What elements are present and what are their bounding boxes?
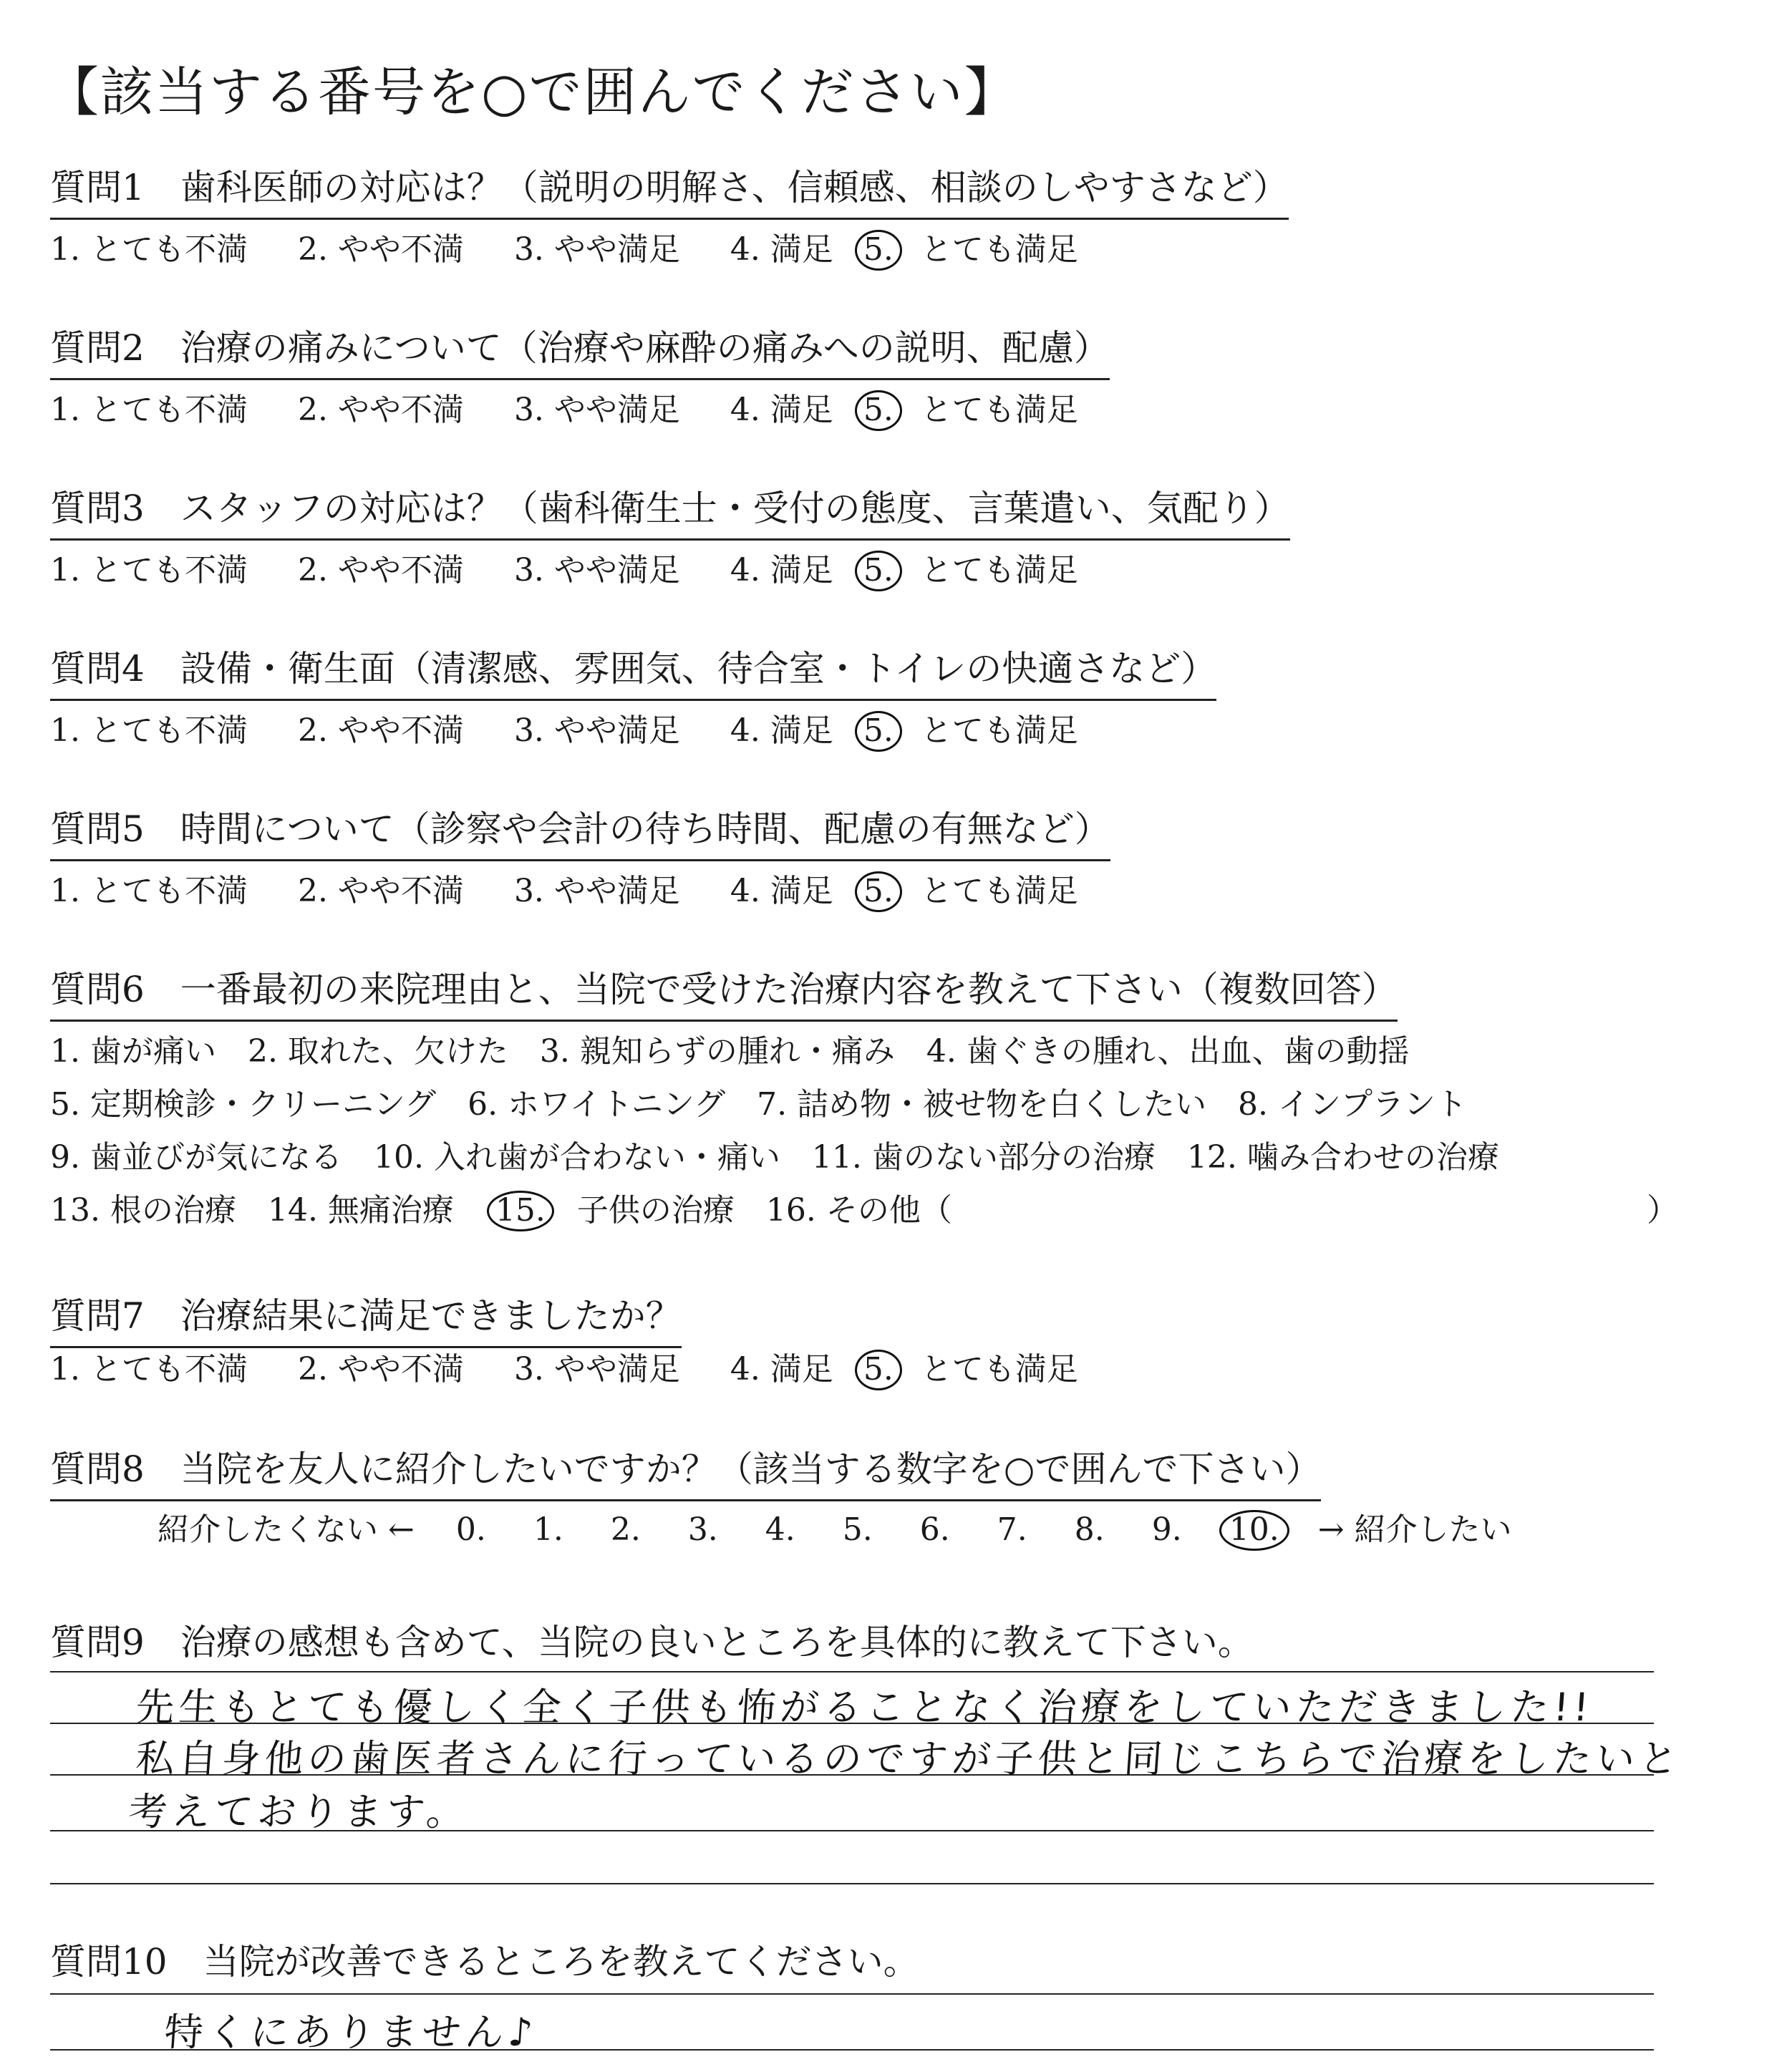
q10-title: 質問10 当院が改善できるところを教えてください。: [50, 1941, 919, 1983]
q6-other-close: ）: [1647, 1192, 1678, 1229]
q1-options: [50, 223, 1078, 269]
q6-options-row3[interactable]: 9. 歯並びが気になる 10. 入れ歯が合わない・痛い 11. 歯のない部分の治療 12. 噛み合わせの治療: [50, 1139, 1499, 1176]
q1-option-2[interactable]: 2. やや不満: [297, 231, 464, 268]
q9-answer-text-1[interactable]: 先生もとても優しく全く子供も怖がることなく治療をしていただきました!!: [134, 1685, 1595, 1730]
q2-option-1[interactable]: 1. とても不満: [50, 392, 248, 428]
q1-option-5-selected[interactable]: 5.: [863, 231, 894, 268]
q3-option-3[interactable]: 3. やや満足: [513, 552, 680, 589]
q9-answer-line-1: [50, 1671, 1654, 1672]
q4-option-1[interactable]: 1. とても不満: [50, 712, 248, 749]
q5-option-1[interactable]: 1. とても不満: [50, 873, 248, 909]
q8-option-2[interactable]: 2.: [610, 1511, 641, 1548]
q5-title: 質問5 時間について（診察や会計の待ち時間、配慮の有無など）: [50, 800, 1110, 861]
q7-option-3[interactable]: 3. やや満足: [513, 1351, 680, 1388]
q8-option-8[interactable]: 8.: [1074, 1511, 1105, 1548]
q2-option-2[interactable]: 2. やや不満: [297, 392, 464, 428]
q1-option-1[interactable]: 1. とても不満: [50, 231, 248, 268]
q4-title: 質問4 設備・衛生面（清潔感、雰囲気、待合室・トイレの快適さなど）: [50, 640, 1216, 701]
q4-option-2[interactable]: 2. やや不満: [297, 712, 464, 749]
q3-option-5-label: とても満足: [920, 552, 1078, 589]
q3-option-2[interactable]: 2. やや不満: [297, 552, 464, 589]
q2-option-5-selected[interactable]: 5.: [863, 392, 894, 428]
q2-option-3[interactable]: 3. やや満足: [513, 392, 680, 428]
q7-title: 質問7 治療結果に満足できましたか？: [50, 1287, 682, 1348]
q6-options-13-14[interactable]: 13. 根の治療 14. 無痛治療: [50, 1192, 454, 1229]
q8-scale: [158, 1504, 1549, 1549]
q7-option-2[interactable]: 2. やや不満: [297, 1351, 464, 1388]
q4-option-5-label: とても満足: [920, 712, 1078, 749]
q7-option-1[interactable]: 1. とても不満: [50, 1351, 248, 1388]
q7-option-4[interactable]: 4. 満足: [730, 1351, 833, 1388]
q6-option-15-selected[interactable]: 15.: [495, 1192, 546, 1229]
q1-option-3[interactable]: 3. やや満足: [513, 231, 680, 268]
q7-option-5-selected[interactable]: 5.: [863, 1351, 894, 1388]
q1-option-5-label: とても満足: [920, 231, 1078, 268]
q5-options: [50, 865, 1078, 911]
q6-title: 質問6 一番最初の来院理由と、当院で受けた治療内容を教えて下さい（複数回答）: [50, 961, 1398, 1022]
q8-option-6[interactable]: 6.: [919, 1511, 950, 1548]
q5-option-4[interactable]: 4. 満足: [730, 873, 833, 909]
q8-option-0[interactable]: 0.: [455, 1511, 486, 1548]
q8-option-9[interactable]: 9.: [1151, 1511, 1182, 1548]
q3-option-4[interactable]: 4. 満足: [730, 552, 833, 589]
q9-answer-line-5: [50, 1883, 1654, 1884]
q5-option-5-label: とても満足: [920, 873, 1078, 909]
q10-answer-line-1: [50, 1993, 1654, 1995]
q7-options: [50, 1343, 1078, 1389]
q7-option-5-label: とても満足: [920, 1351, 1078, 1388]
q5-option-5-selected[interactable]: 5.: [863, 873, 894, 909]
q8-option-5[interactable]: 5.: [842, 1511, 873, 1548]
q3-option-1[interactable]: 1. とても不満: [50, 552, 248, 589]
q3-option-5-selected[interactable]: 5.: [863, 552, 894, 589]
q8-option-7[interactable]: 7.: [997, 1511, 1027, 1548]
q9-title: 質問9 治療の感想も含めて、当院の良いところを具体的に教えて下さい。: [50, 1622, 1254, 1663]
q2-title: 質問2 治療の痛みについて（治療や麻酔の痛みへの説明、配慮）: [50, 319, 1110, 380]
q8-title: 質問8 当院を友人に紹介したいですか？（該当する数字を○で囲んで下さい）: [50, 1441, 1321, 1501]
q8-option-3[interactable]: 3.: [687, 1511, 718, 1548]
q8-option-4[interactable]: 4.: [765, 1511, 795, 1548]
q2-option-4[interactable]: 4. 満足: [730, 392, 833, 428]
q2-option-5-label: とても満足: [920, 392, 1078, 428]
q2-options: [50, 384, 1078, 430]
q4-options: [50, 705, 1078, 750]
q8-right-label: → 紹介したい: [1317, 1511, 1512, 1548]
q8-option-10-selected[interactable]: 10.: [1229, 1511, 1279, 1548]
q8-option-1[interactable]: 1.: [533, 1511, 563, 1548]
q10-answer-text-1[interactable]: 特くにありません♪: [163, 2010, 539, 2055]
q5-option-3[interactable]: 3. やや満足: [513, 873, 680, 909]
q4-option-5-selected[interactable]: 5.: [863, 712, 894, 749]
q6-options-15-16[interactable]: 子供の治療 16. その他（: [576, 1192, 952, 1229]
q6-options-row2[interactable]: 5. 定期検診・クリーニング 6. ホワイトニング 7. 詰め物・被せ物を白くしたい 8. インプラント: [50, 1086, 1468, 1123]
q4-option-4[interactable]: 4. 満足: [730, 712, 833, 749]
q1-title: 質問1 歯科医師の対応は？（説明の明解さ、信頼感、相談のしやすさなど）: [50, 159, 1289, 220]
q6-options-row1[interactable]: 1. 歯が痛い 2. 取れた、欠けた 3. 親知らずの腫れ・痛み 4. 歯ぐきの腫れ、出血、歯の動揺: [50, 1033, 1410, 1070]
q1-option-4[interactable]: 4. 満足: [730, 231, 833, 268]
q4-option-3[interactable]: 3. やや満足: [513, 712, 680, 749]
q8-left-label: 紹介したくない ←: [158, 1511, 415, 1548]
q9-answer-text-3[interactable]: 考えております。: [127, 1789, 471, 1834]
q9-answer-text-2[interactable]: 私自身他の歯医者さんに行っているのですが子供と同じこちらで治療をしたいと: [134, 1736, 1684, 1781]
form-header: 【該当する番号を○で囲んでください】: [46, 62, 1019, 123]
q3-title: 質問3 スタッフの対応は？（歯科衛生士・受付の態度、言葉遣い、気配り）: [50, 480, 1290, 541]
q5-option-2[interactable]: 2. やや不満: [297, 873, 464, 909]
q3-options: [50, 544, 1078, 590]
q6-options-row4: [50, 1184, 952, 1230]
